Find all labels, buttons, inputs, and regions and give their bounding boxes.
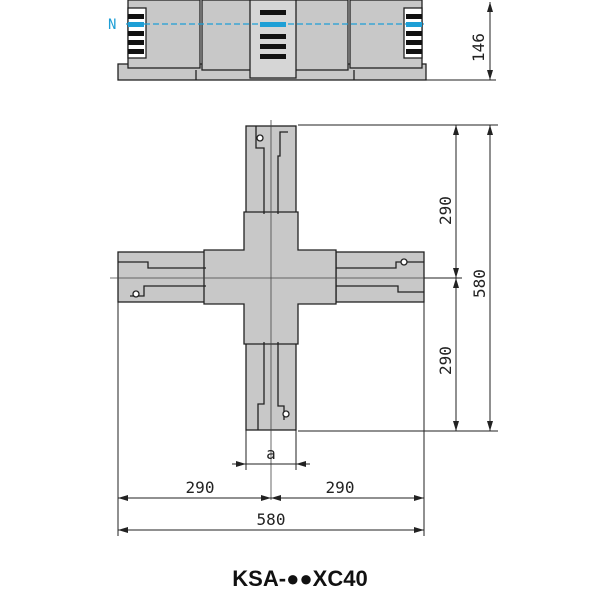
upper-half-height-value: 290 (436, 196, 455, 225)
neutral-label: N (108, 17, 117, 33)
total-width-value: 580 (256, 510, 286, 529)
total-height-value: 580 (470, 269, 489, 298)
right-half-width-value: 290 (325, 478, 355, 497)
inner-width-value: a (266, 444, 276, 463)
height-value: 146 (469, 33, 488, 62)
lower-half-height-value: 290 (436, 346, 455, 375)
left-half-width-value: 290 (185, 478, 215, 497)
centre-lines (110, 120, 432, 500)
part-number: KSA-●●XC40 (232, 566, 368, 591)
